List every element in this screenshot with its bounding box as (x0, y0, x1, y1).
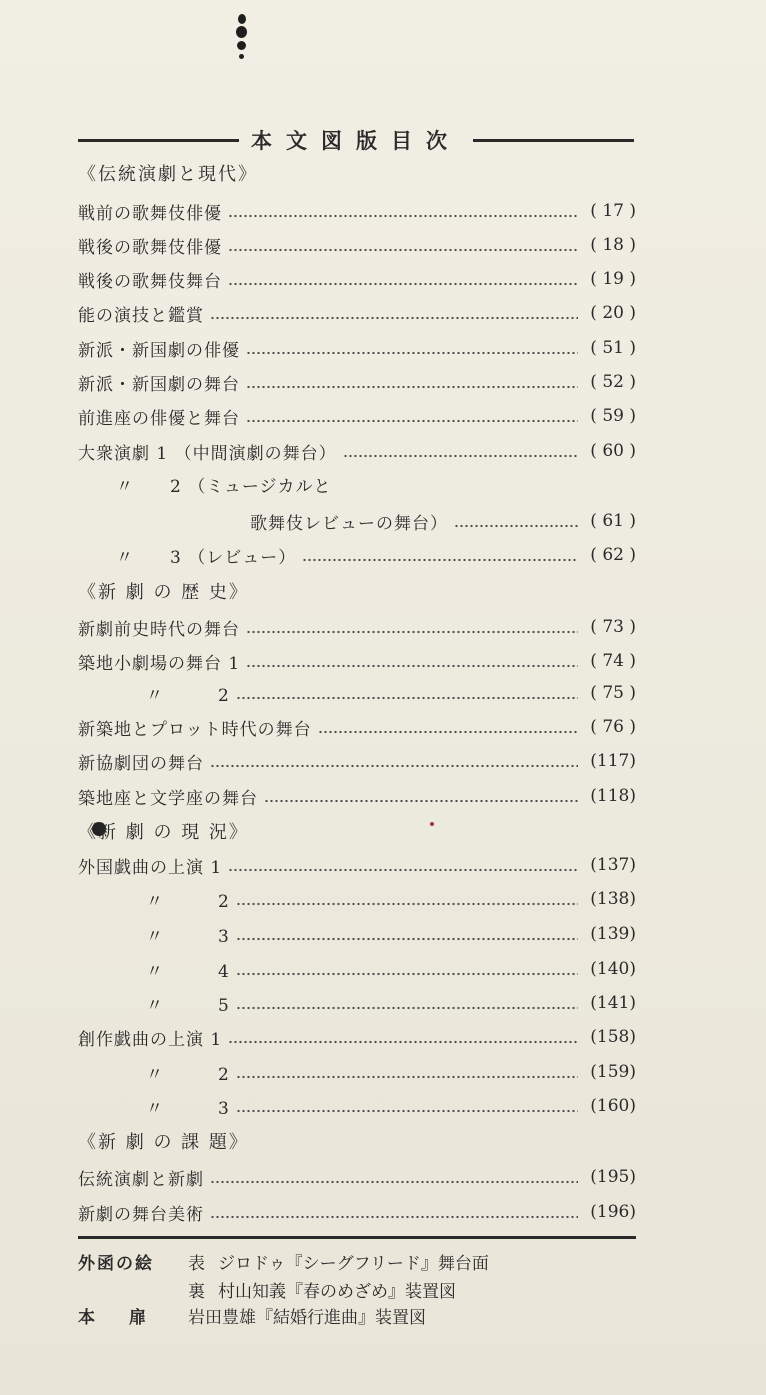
leader-dots (228, 1040, 578, 1044)
toc-entry-label[interactable]: 〃 2 （ミュージカルと (116, 477, 332, 497)
entry-label: 戦前の歌舞伎俳優 (78, 203, 222, 224)
entry-page: ( 61 ) (590, 511, 636, 531)
leader-dots (236, 696, 578, 700)
toc-entry[interactable] (146, 954, 636, 984)
entry-label: 〃 2 (146, 1064, 230, 1085)
toc-entry[interactable] (78, 612, 636, 642)
toc-entry[interactable] (146, 1091, 636, 1121)
toc-entry[interactable] (146, 678, 636, 708)
toc-entry[interactable] (78, 850, 636, 880)
entry-page: (138) (590, 889, 636, 909)
leader-dots (246, 419, 578, 423)
entry-label: 伝統演劇と新劇 (78, 1169, 204, 1190)
entry-label: 新劇の舞台美術 (78, 1204, 204, 1225)
toc-entry[interactable] (78, 746, 636, 776)
ink-mark (233, 14, 249, 60)
entry-page: (195) (590, 1167, 636, 1187)
heading-rule-right (473, 139, 634, 142)
entry-page: (137) (590, 855, 636, 875)
entry-page: (196) (590, 1202, 636, 1222)
toc-entry[interactable] (146, 988, 636, 1018)
entry-page: (118) (590, 786, 636, 806)
entry-page: (139) (590, 924, 636, 944)
entry-page: ( 74 ) (590, 651, 636, 671)
leader-dots (228, 282, 578, 286)
leader-dots (302, 558, 578, 562)
toc-entry[interactable] (78, 1162, 636, 1192)
entry-page: ( 73 ) (590, 617, 636, 637)
entry-label: 大衆演劇 1 （中間演劇の舞台） (78, 443, 337, 464)
toc-entry[interactable] (78, 367, 636, 397)
entry-label: 新派・新国劇の俳優 (78, 340, 240, 361)
entry-page: ( 60 ) (590, 441, 636, 461)
credit-back-text: 村山知義『春のめざめ』装置図 (218, 1282, 456, 1302)
credit-case-label: 外函の絵 (78, 1254, 154, 1274)
entry-label: 〃 3 (146, 1098, 230, 1119)
entry-page: ( 76 ) (590, 717, 636, 737)
leader-dots (210, 764, 578, 768)
credit-back-label: 裏 (188, 1282, 205, 1302)
toc-entry[interactable] (78, 298, 636, 328)
credit-frontispiece (78, 1304, 426, 1332)
toc-entry[interactable] (78, 781, 636, 811)
entry-label: 新劇前史時代の舞台 (78, 619, 240, 640)
entry-page: ( 59 ) (590, 406, 636, 426)
leader-dots (236, 937, 578, 941)
toc-entry[interactable] (146, 1057, 636, 1087)
leader-dots (236, 1006, 578, 1010)
credit-case-front (78, 1250, 489, 1278)
leader-dots (236, 1075, 578, 1079)
entry-label: 前進座の俳優と舞台 (78, 408, 240, 429)
heading-rule-left (78, 139, 239, 142)
toc-entry[interactable] (78, 712, 636, 742)
entry-page: ( 20 ) (590, 303, 636, 323)
leader-dots (228, 248, 578, 252)
leader-dots (236, 972, 578, 976)
entry-page: ( 52 ) (590, 372, 636, 392)
leader-dots (228, 214, 578, 218)
toc-entry[interactable] (78, 1022, 636, 1052)
entry-page: ( 51 ) (590, 338, 636, 358)
entry-label: 歌舞伎レビューの舞台） (250, 513, 448, 534)
section-title: 《伝統演劇と現代》 (78, 164, 258, 185)
section-title: 《新 劇 の 課 題》 (78, 1132, 249, 1153)
leader-dots (236, 1109, 578, 1113)
toc-entry[interactable] (250, 506, 636, 536)
toc-entry[interactable] (78, 230, 636, 260)
toc-entry[interactable] (78, 264, 636, 294)
entry-page: (159) (590, 1062, 636, 1082)
toc-entry[interactable] (78, 646, 636, 676)
entry-label: 〃 3 (146, 926, 230, 947)
entry-label: 戦後の歌舞伎舞台 (78, 271, 222, 292)
entry-label: 築地座と文学座の舞台 (78, 788, 258, 809)
entry-label: 能の演技と鑑賞 (78, 305, 204, 326)
leader-dots (318, 730, 578, 734)
credit-frontispiece-text: 岩田豊雄『結婚行進曲』装置図 (188, 1308, 426, 1328)
entry-page: ( 62 ) (590, 545, 636, 565)
leader-dots (454, 524, 578, 528)
entry-label: 〃 5 (146, 995, 230, 1016)
leader-dots (246, 630, 578, 634)
entry-label: 〃 3 （レビュー） (116, 547, 297, 568)
toc-entry[interactable] (78, 436, 636, 466)
entry-label: 〃 4 (146, 961, 230, 982)
credit-front-text: ジロドゥ『シーグフリード』舞台面 (218, 1254, 489, 1274)
contents-heading (78, 122, 634, 158)
entry-label: 築地小劇場の舞台 1 (78, 653, 241, 674)
entry-page: ( 17 ) (590, 201, 636, 221)
entry-label: 新派・新国劇の舞台 (78, 374, 240, 395)
entry-page: ( 19 ) (590, 269, 636, 289)
toc-entry[interactable] (78, 333, 636, 363)
entry-label: 戦後の歌舞伎俳優 (78, 237, 222, 258)
entry-label: 〃 2 (146, 891, 230, 912)
entry-page: (140) (590, 959, 636, 979)
leader-dots (210, 1215, 578, 1219)
leader-dots (246, 664, 578, 668)
leader-dots (210, 1180, 578, 1184)
leader-dots (236, 902, 578, 906)
entry-label: 新築地とプロット時代の舞台 (78, 719, 312, 740)
entry-label: 新協劇団の舞台 (78, 753, 204, 774)
toc-entry[interactable] (78, 401, 636, 431)
entry-page: (158) (590, 1027, 636, 1047)
entry-page: (141) (590, 993, 636, 1013)
toc-entry[interactable] (78, 196, 636, 226)
bottom-rule (78, 1236, 636, 1239)
entry-page: ( 18 ) (590, 235, 636, 255)
leader-dots (246, 351, 578, 355)
heading-title: 本文図版目次 (251, 128, 461, 153)
entry-label: 〃 2 (146, 685, 230, 706)
entry-label: 創作戯曲の上演 1 (78, 1029, 223, 1050)
leader-dots (264, 799, 578, 803)
credit-front-label: 表 (188, 1254, 205, 1274)
leader-dots (210, 316, 578, 320)
leader-dots (246, 385, 578, 389)
entry-label: 外国戯曲の上演 1 (78, 857, 223, 878)
entry-page: ( 75 ) (590, 683, 636, 703)
leader-dots (228, 868, 578, 872)
toc-entry[interactable] (146, 884, 636, 914)
entry-page: (117) (590, 751, 636, 771)
leader-dots (343, 454, 578, 458)
section-title: 《新 劇 の 現 況》 (78, 822, 249, 843)
entry-page: (160) (590, 1096, 636, 1116)
toc-entry[interactable] (116, 540, 636, 570)
section-title: 《新 劇 の 歴 史》 (78, 582, 249, 603)
credit-case-back (78, 1278, 456, 1306)
credit-frontispiece-label: 本扉 (78, 1308, 180, 1328)
ink-spot (430, 822, 434, 826)
toc-entry[interactable] (146, 919, 636, 949)
toc-entry[interactable] (78, 1197, 636, 1227)
